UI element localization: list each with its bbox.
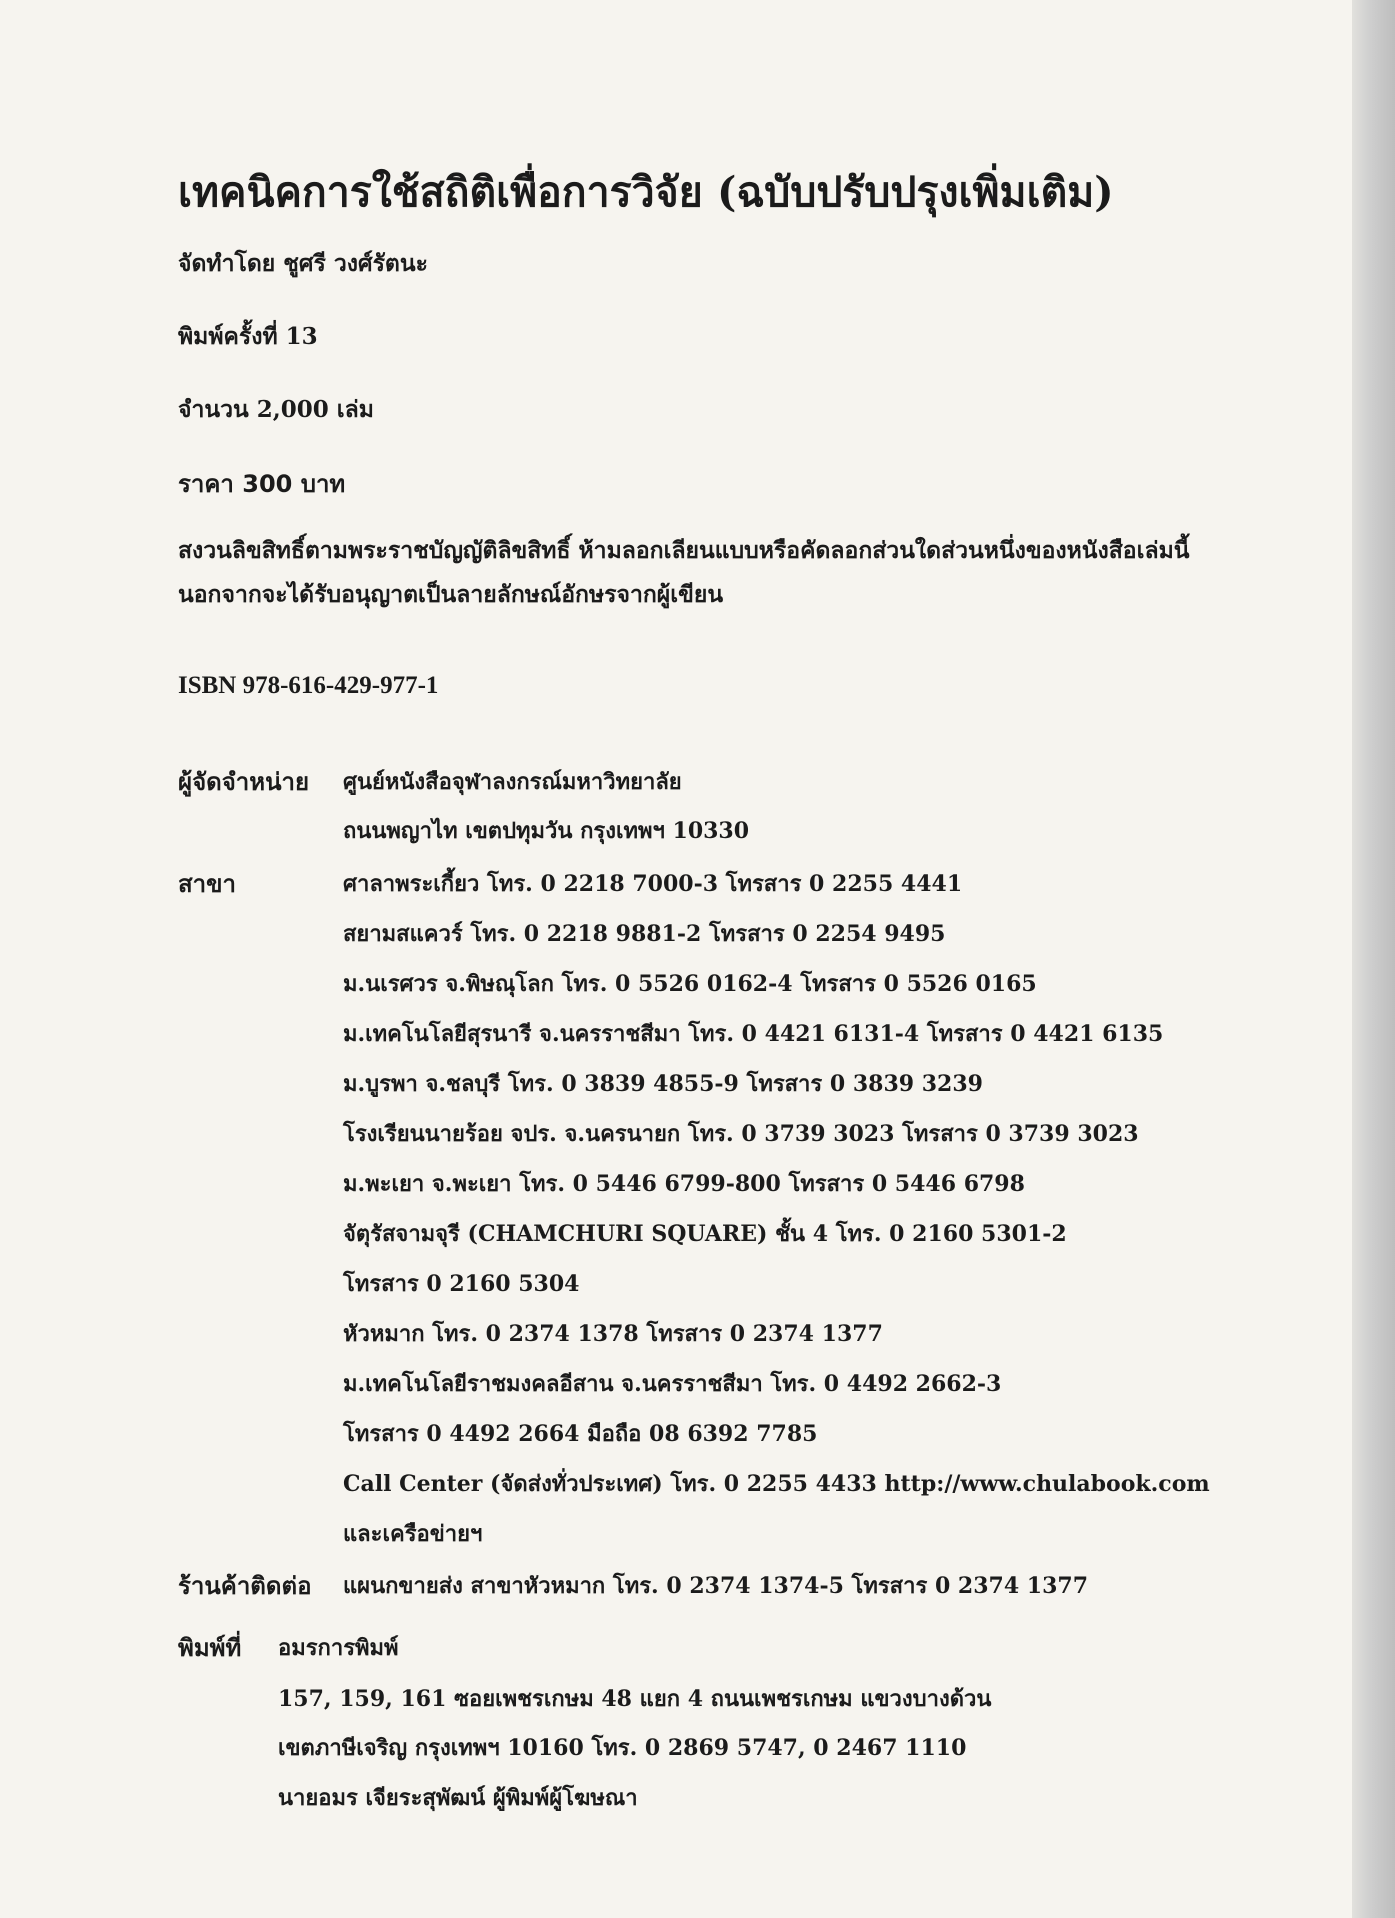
contact-label: ร้านค้าติดต่อ [178, 1571, 312, 1600]
copies-line: จำนวน 2,000 เล่ม [178, 396, 374, 423]
branch-line: ม.บูรพา จ.ชลบุรี โทร. 0 3839 4855-9 โทรสาร 0 3839 3239 [343, 1071, 983, 1097]
printer-name: อมรการพิมพ์ [278, 1635, 399, 1661]
branch-line: ม.พะเยา จ.พะเยา โทร. 0 5446 6799-800 โทรสาร 0 5446 6798 [343, 1171, 1025, 1197]
page-edge-shadow [1352, 0, 1395, 1918]
author-line: จัดทำโดย ชูศรี วงศ์รัตนะ [178, 250, 428, 277]
distributor-name: ศูนย์หนังสือจุฬาลงกรณ์มหาวิทยาลัย [343, 769, 682, 795]
branch-line: โรงเรียนนายร้อย จปร. จ.นครนายก โทร. 0 3739 3023 โทรสาร 0 3739 3023 [343, 1121, 1139, 1147]
price-line: ราคา 300 บาท [178, 470, 346, 498]
copyright-line-1: สงวนลิขสิทธิ์ตามพระราชบัญญัติลิขสิทธิ์ ห้ามลอกเลียนแบบหรือคัดลอกส่วนใดส่วนหนึ่งของหนังสือเล่มนี้ [178, 537, 1190, 564]
printer-publisher: นายอมร เจียระสุพัฒน์ ผู้พิมพ์ผู้โฆษณา [278, 1785, 638, 1811]
isbn-line: ISBN 978-616-429-977-1 [178, 672, 439, 699]
printer-address-1: 157, 159, 161 ซอยเพชรเกษม 48 แยก 4 ถนนเพชรเกษม แขวงบางด้วน [278, 1686, 992, 1712]
branch-line: โทรสาร 0 4492 2664 มือถือ 08 6392 7785 [343, 1421, 818, 1447]
branches-label: สาขา [178, 869, 237, 898]
printer-address-2: เขตภาษีเจริญ กรุงเทพฯ 10160 โทร. 0 2869 5747, 0 2467 1110 [278, 1735, 967, 1761]
branch-line: หัวหมาก โทร. 0 2374 1378 โทรสาร 0 2374 1377 [343, 1321, 883, 1347]
branch-line: จัตุรัสจามจุรี (CHAMCHURI SQUARE) ชั้น 4 โทร. 0 2160 5301-2 [343, 1221, 1067, 1247]
contact-text: แผนกขายส่ง สาขาหัวหมาก โทร. 0 2374 1374-5 โทรสาร 0 2374 1377 [343, 1573, 1089, 1599]
branch-line: และเครือข่ายฯ [343, 1521, 483, 1547]
distributor-address: ถนนพญาไท เขตปทุมวัน กรุงเทพฯ 10330 [343, 818, 750, 844]
branch-line: ม.นเรศวร จ.พิษณุโลก โทร. 0 5526 0162-4 โทรสาร 0 5526 0165 [343, 971, 1037, 997]
copyright-line-2: นอกจากจะได้รับอนุญาตเป็นลายลักษณ์อักษรจากผู้เขียน [178, 581, 724, 608]
branch-line: โทรสาร 0 2160 5304 [343, 1271, 580, 1297]
book-title: เทคนิคการใช้สถิติเพื่อการวิจัย (ฉบับปรับปรุงเพิ่มเติม) [178, 168, 1114, 216]
printer-label: พิมพ์ที่ [178, 1633, 242, 1662]
edition-line: พิมพ์ครั้งที่ 13 [178, 323, 318, 350]
branch-line: ม.เทคโนโลยีสุรนารี จ.นครราชสีมา โทร. 0 4421 6131-4 โทรสาร 0 4421 6135 [343, 1021, 1164, 1047]
branch-line: ม.เทคโนโลยีราชมงคลอีสาน จ.นครราชสีมา โทร. 0 4492 2662-3 [343, 1371, 1002, 1397]
branch-line: ศาลาพระเกี้ยว โทร. 0 2218 7000-3 โทรสาร 0 2255 4441 [343, 871, 963, 897]
copyright-notice [178, 529, 1278, 617]
distributor-label: ผู้จัดจำหน่าย [178, 767, 310, 796]
branch-line: Call Center (จัดส่งทั่วประเทศ) โทร. 0 2255 4433 http://www.chulabook.com [343, 1471, 1210, 1497]
branch-line: สยามสแควร์ โทร. 0 2218 9881-2 โทรสาร 0 2254 9495 [343, 921, 946, 947]
